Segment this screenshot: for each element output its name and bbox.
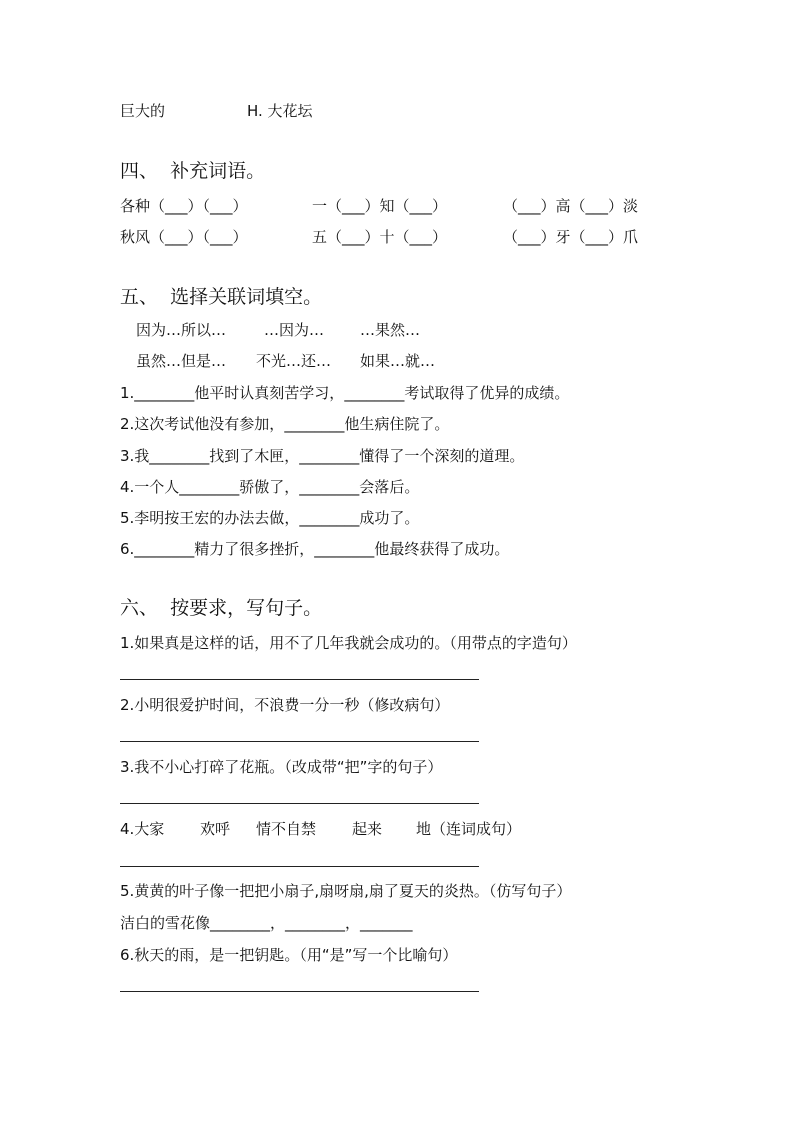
s4-row1-col1: 各种（___）（___） xyxy=(120,197,248,215)
s6-question-5: 5.黄黄的叶子像一把把小扇子,扇呀扇,扇了夏天的炎热。（仿写句子） xyxy=(120,882,572,900)
s6-q4-word: 4.大家 xyxy=(120,820,165,838)
s5-option: …果然… xyxy=(360,321,421,339)
answer-line[interactable] xyxy=(120,741,479,742)
s6-question-6: 6.秋天的雨，是一把钥匙。（用“是”写一个比喻句） xyxy=(120,946,458,964)
s5-option: 不光…还… xyxy=(256,352,332,370)
s4-row2-col1: 秋风（___）（___） xyxy=(120,228,248,246)
s6-question-3: 3.我不小心打碎了花瓶。（改成带“把”字的句子） xyxy=(120,758,443,776)
s5-item-4: 4.一个人________骄傲了，________会落后。 xyxy=(120,478,420,496)
s5-option: …因为… xyxy=(264,321,325,339)
s5-item-1: 1.________他平时认真刻苦学习，________考试取得了优异的成绩。 xyxy=(120,384,570,402)
s5-option: 因为…所以… xyxy=(136,321,227,339)
section-5-heading: 五、 选择关联词填空。 xyxy=(120,286,323,308)
answer-line[interactable] xyxy=(120,679,479,680)
s5-item-3: 3.我________找到了木匣，________懂得了一个深刻的道理。 xyxy=(120,447,525,465)
section-6-heading: 六、 按要求，写句子。 xyxy=(120,597,323,619)
answer-line[interactable] xyxy=(120,991,479,992)
s6-q4-word: 起来 xyxy=(352,820,383,838)
s5-option: 如果…就… xyxy=(360,352,436,370)
s5-item-6: 6.________精力了很多挫折，________他最终获得了成功。 xyxy=(120,540,510,558)
s4-row1-col3: （___）高（___）淡 xyxy=(503,197,639,215)
s5-item-2: 2.这次考试他没有参加，________他生病住院了。 xyxy=(120,415,450,433)
s5-item-5: 5.李明按王宏的办法去做，________成功了。 xyxy=(120,509,420,527)
answer-line[interactable] xyxy=(120,803,479,804)
s6-q4-word: 地（连词成句） xyxy=(416,820,522,838)
s5-option: 虽然…但是… xyxy=(136,352,227,370)
s6-question-2: 2.小明很爱护时间，不浪费一分一秒（修改病句） xyxy=(120,696,450,714)
s6-q4-word: 欢呼 xyxy=(200,820,231,838)
top-line-right: H. 大花坛 xyxy=(247,102,313,120)
s6-question-1: 1.如果真是这样的话，用不了几年我就会成功的。（用带点的字造句） xyxy=(120,634,577,652)
s6-q4-word: 情不自禁 xyxy=(256,820,317,838)
top-line-left: 巨大的 xyxy=(120,102,166,120)
s4-row2-col2: 五（___）十（___） xyxy=(312,228,448,246)
s6-q5-fill-line: 洁白的雪花像________，________，_______ xyxy=(120,914,413,932)
s4-row2-col3: （___）牙（___）爪 xyxy=(503,228,639,246)
s4-row1-col2: 一（___）知（___） xyxy=(312,197,448,215)
answer-line[interactable] xyxy=(120,866,479,867)
section-4-heading: 四、 补充词语。 xyxy=(120,160,266,182)
